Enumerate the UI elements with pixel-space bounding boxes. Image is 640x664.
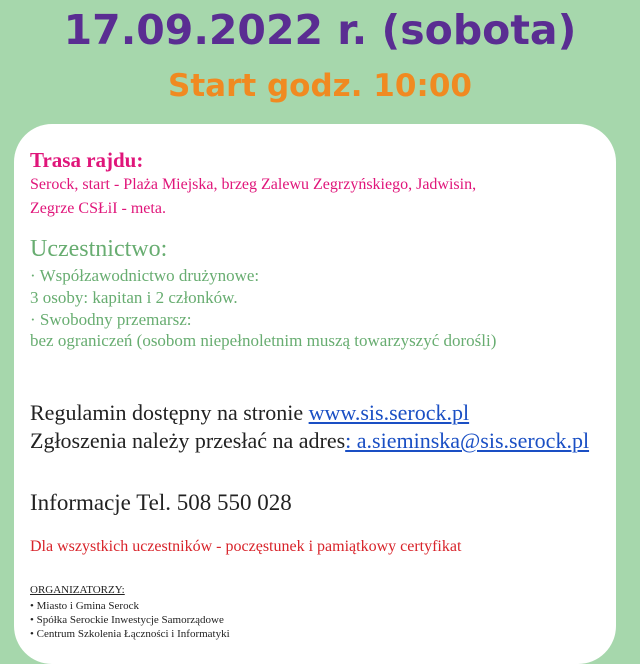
start-time: Start godz. 10:00 bbox=[168, 68, 472, 104]
email-link[interactable]: : a.sieminska@sis.serock.pl bbox=[345, 428, 590, 453]
organizer-item: • Centrum Szkolenia Łączności i Informatyki bbox=[30, 628, 230, 640]
contact-info: Informacje Tel. 508 550 028 bbox=[30, 490, 292, 515]
applications-text: Zgłoszenia należy przesłać na adres bbox=[30, 428, 346, 453]
route-line: Serock, start - Plaża Miejska, brzeg Zalewu Zegrzyńskiego, Jadwisin, bbox=[30, 176, 477, 193]
route-line: Zegrze CSŁiI - meta. bbox=[30, 200, 166, 217]
organizer-item: • Spółka Serockie Inwestycje Samorządowe bbox=[30, 614, 224, 626]
route-title: Trasa rajdu: bbox=[30, 148, 144, 172]
participation-line: bez ograniczeń (osobom niepełnoletnim muszą towarzyszyć dorośli) bbox=[30, 331, 497, 350]
participation-line: 3 osoby: kapitan i 2 członków. bbox=[30, 288, 238, 307]
participation-line: · Swobodny przemarsz: bbox=[30, 310, 192, 329]
website-link[interactable]: www.sis.serock.pl bbox=[308, 400, 470, 425]
applications-line bbox=[30, 428, 589, 454]
organizer-item: • Miasto i Gmina Serock bbox=[30, 600, 139, 612]
gift-note: Dla wszystkich uczestników - poczęstunek i pamiątkowy certyfikat bbox=[30, 538, 462, 555]
regulations-line bbox=[30, 400, 469, 426]
regulations-text: Regulamin dostępny na stronie bbox=[30, 400, 309, 425]
event-date: 17.09.2022 r. (sobota) bbox=[63, 6, 577, 54]
organizers-title: ORGANIZATORZY: bbox=[30, 584, 125, 596]
participation-title: Uczestnictwo: bbox=[30, 236, 168, 262]
participation-line: · Współzawodnictwo drużynowe: bbox=[30, 266, 260, 285]
